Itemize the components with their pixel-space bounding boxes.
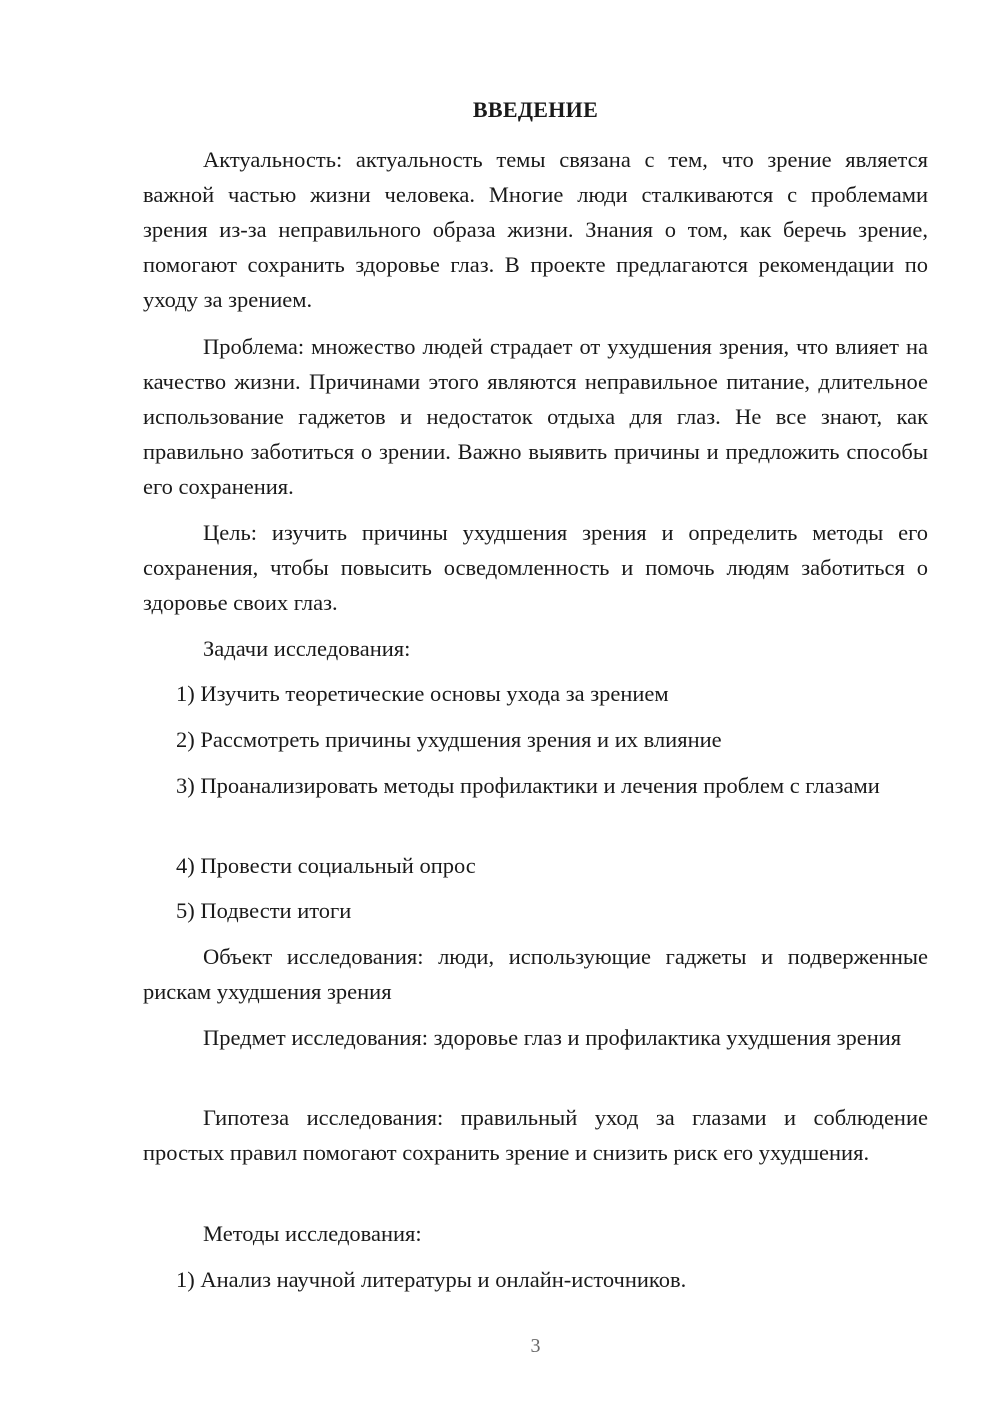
subject-paragraph: Предмет исследования: здоровье глаз и профилактика ухудшения зрения — [203, 1025, 902, 1050]
tasks-title: Задачи исследования: — [203, 636, 411, 661]
method-item-1: 1) Анализ научной литературы и онлайн-источников. — [176, 1267, 687, 1292]
document-page — [143, 0, 928, 1414]
task-item-5: 5) Подвести итоги — [176, 898, 352, 923]
task-item-2: 2) Рассмотреть причины ухудшения зрения и их влияние — [176, 727, 722, 752]
task-item-3: 3) Проанализировать методы профилактики и лечения проблем с глазами — [176, 773, 880, 798]
task-item-4: 4) Провести социальный опрос — [176, 853, 476, 878]
task-item-1: 1) Изучить теоретические основы ухода за зрением — [176, 681, 669, 706]
page-number: 3 — [530, 1335, 541, 1357]
problem-paragraph: Проблема: множество людей страдает от ухудшения зрения, что влияет на качество жизни. Причинами этого являются неправильное питание, длительное использование гаджетов и недостаток отдыха для глаз. Не все знают, как правильно заботиться о зрении. Важно выявить причины и предложить способы его сохранения. — [143, 334, 928, 499]
relevance-paragraph: Актуальность: актуальность темы связана с тем, что зрение является важной частью жизни человека. Многие люди сталкиваются с проблемами зрения из-за неправильного образа жизни. Знания о том, как беречь зрение, помогают сохранить здоровье глаз. В проекте предлагаются рекомендации по уходу за зрением. — [143, 147, 928, 312]
hypothesis-paragraph: Гипотеза исследования: правильный уход за глазами и соблюдение простых правил помогают сохранить зрение и снизить риск его ухудшения. — [143, 1105, 928, 1165]
goal-paragraph: Цель: изучить причины ухудшения зрения и определить методы его сохранения, чтобы повысить осведомленность и помочь людям заботиться о здоровье своих глаз. — [143, 520, 928, 615]
methods-title: Методы исследования: — [203, 1221, 422, 1246]
section-heading: ВВЕДЕНИЕ — [472, 97, 599, 122]
object-paragraph: Объект исследования: люди, использующие гаджеты и подверженные рискам ухудшения зрения — [143, 944, 928, 1004]
